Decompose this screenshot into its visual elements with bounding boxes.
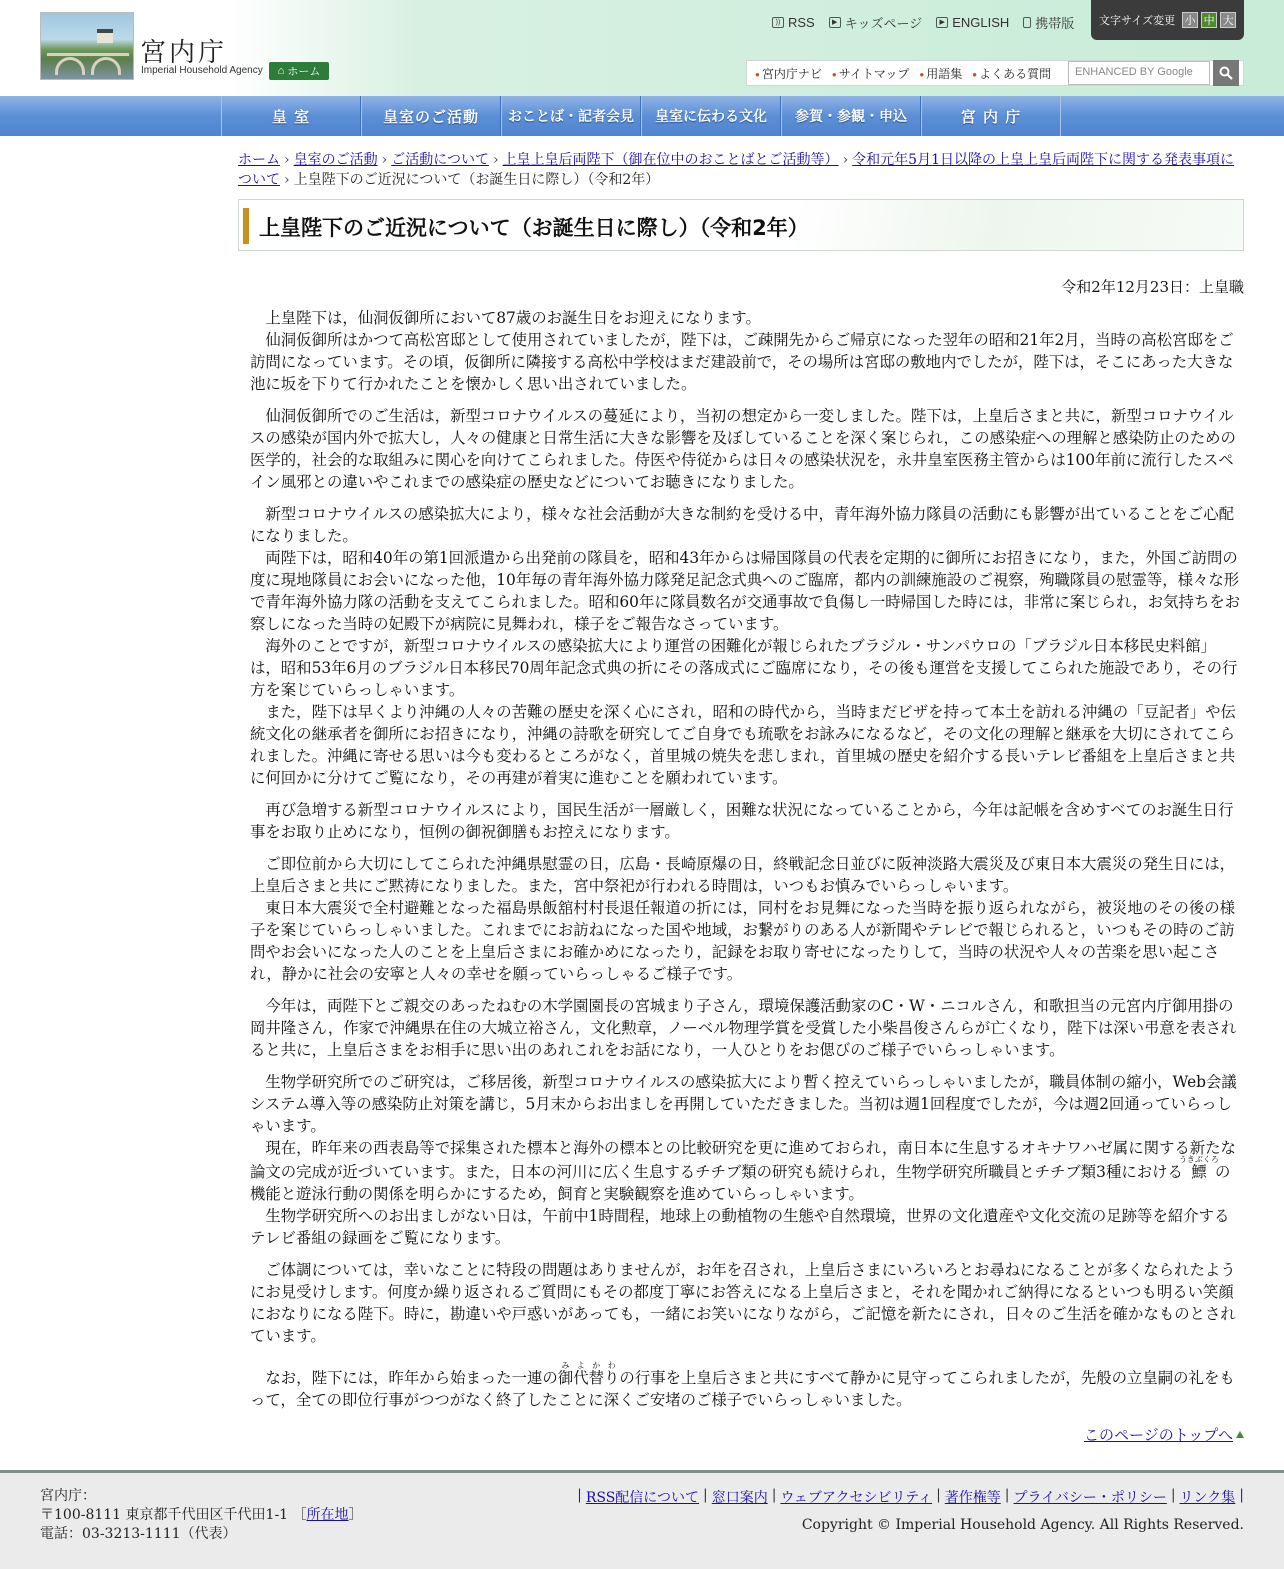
glossary-link[interactable]: ● 用語集: [919, 65, 962, 82]
paragraph: 生物学研究所でのご研究は，ご移居後，新型コロナウイルスの感染拡大により暫く控えていらっしゃいましたが，職員体制の縮小，Web会議システム導入等の感染防止対策を講じ，5月末からお出ましを再開していただきました。当初は週1回程度でしたが，今は週2回通っていらっしゃいます。: [250, 1073, 1237, 1135]
site-footer: [0, 1470, 1284, 1569]
breadcrumb: [238, 150, 1244, 190]
paragraph: なお，陛下には，昨年から始まった一連の御代替りみよかわの行事を上皇后さまと共にすべて静かに見守ってこられましたが，先般の立皇嗣の礼をもって，全ての即位行事がつつがなく終了したことに深くご安堵のご様子でいらっしゃいました。: [250, 1361, 1235, 1409]
page-top-label[interactable]: このページのトップへ: [1084, 1426, 1233, 1444]
paragraph: 今年は，両陛下とご親交のあったねむの木学園園長の宮城まり子さん，環境保護活動家のC・W・ニコルさん，和歌担当の元宮内庁御用掛の岡井隆さん，作家で沖縄県在住の大城立裕さん，文化勲章，ノーベル物理学賞を受賞した小柴昌俊さんらが亡くなり，陛下は深い弔意を表されると共に，上皇后さまをお相手に思い出のあれこれをお話になり，一人ひとりをお偲びのご様子でいらっしゃいます。: [250, 997, 1237, 1059]
chevron-right-icon: ›: [492, 152, 499, 168]
sitemap-link[interactable]: ● サイトマップ: [832, 65, 910, 82]
article-body: [250, 307, 1244, 1411]
play-icon: ▶: [936, 17, 948, 28]
breadcrumb-activities[interactable]: 皇室のご活動: [293, 152, 378, 168]
footer-org: 宮内庁：: [40, 1488, 96, 1504]
nav-culture[interactable]: 皇室に伝わる文化: [641, 96, 781, 136]
nav-activities[interactable]: 皇室のご活動: [361, 96, 501, 136]
paragraph: 仙洞仮御所はかつて高松宮邸として使用されていましたが，陛下は，ご疎開先からご帰京になった翌年の昭和21年2月，当時の高松宮邸をご訪問になっています。その頃，仮御所に隣接する高松中学校はまだ建設前で，その場所は宮邸の敷地内でしたが，陛下は，そこにあった大きな池に坂を下りて行かれたことを懐かしく思い出されていました。: [250, 331, 1234, 393]
breadcrumb-current: 上皇陛下のご近況について（お誕生日に際し）（令和2年）: [293, 172, 660, 188]
ruby-miyogawari: 御代替りみよかわ: [557, 1361, 620, 1387]
site-header: [0, 0, 1284, 96]
font-size-large-button[interactable]: 大: [1220, 12, 1236, 28]
font-size-switcher: [1091, 0, 1244, 40]
paragraph: ご即位前から大切にしてこられた沖縄県慰霊の日，広島・長崎原爆の日，終戦記念日並びに阪神淡路大震災及び東日本大震災の発生日には，上皇后さまと共にご黙祷になりました。また，宮中祭祀が行われる時間は，いつもお慎みでいらっしゃいます。: [250, 855, 1236, 895]
ruby-ukibukuro: 鰾うきぶくろ: [1178, 1155, 1219, 1181]
logo-image[interactable]: [40, 12, 134, 80]
search-button[interactable]: [1213, 60, 1239, 86]
paragraph: 両陛下は，昭和40年の第1回派遣から出発前の隊員を，昭和43年からは帰国隊員の代表を定期的に御所にお招きになり，また，外国ご訪問の度に現地隊員にお会いになった他，10年毎の青年海外協力隊発足記念式典へのご臨席，都内の訓練施設のご視察，殉職隊員の慰霊等，様々な形で青年海外協力隊の活動を支えてこられました。昭和60年に隊員数名が交通事故で負傷し一時帰国した時には，非常に案じられ，お気持ちをお察しになった当時の妃殿下が病院に見舞われ，様子をご報告なさっています。: [250, 549, 1241, 633]
paragraph: また，陛下は早くより沖縄の人々の苦難の歴史を深く心にされ，昭和の時代から，当時まだビザを持って本土を訪れる沖縄の「豆記者」や伝統文化の継承者を御所にお招きになり，沖縄の詩歌を研究してご自身でも琉歌をお詠みになるなど，その文化の理解と継承を大切にされてこられました。沖縄に寄せる思いは今も変わるところがなく，首里城の焼失を悲しまれ，首里城の歴史を紹介する長いテレビ番組を上皇后さまと共に何回かに分けてご覧になり，その再建が着実に進むことを願われています。: [250, 703, 1236, 787]
paragraph: 新型コロナウイルスの感染拡大により，様々な社会活動が大きな制約を受ける中，青年海外協力隊員の活動にも影響が出ていることをご心配になりました。: [250, 505, 1235, 545]
home-button[interactable]: ⌂ ホーム: [269, 62, 329, 80]
nav-addresses[interactable]: おことば・記者会見: [501, 96, 641, 136]
rss-link[interactable]: )) RSS: [772, 13, 815, 32]
mobile-icon: [1023, 17, 1031, 28]
page-title: 上皇陛下のご近況について（お誕生日に際し）（令和2年）: [259, 216, 809, 240]
footer-address: 〒100-8111 東京都千代田区千代田1-1: [40, 1507, 289, 1523]
faq-link[interactable]: ● よくある質問: [972, 65, 1051, 82]
paragraph: 東日本大震災で全村避難となった福島県飯舘村村長退任報道の折には，同村をお見舞になった当時を振り返られながら，被災地のその後の様子を案じていらっしゃいました。これまでにお訪ねになった国や地域，お繋がりのある人が新聞やテレビで報じられると，いつもその時のご訪問やお会いになった人のことを上皇后さまにお確かめになったり，記録をお取り寄せになったりして，当時の状況や人々の苦楽を思い起こされ，静かに社会の安寧と人々の幸せを願っていらっしゃるご様子です。: [250, 899, 1236, 983]
footer-links: | RSS配信について | 窓口案内 | ウェブアクセシビリティ | 著作権等 | プライバシー・ポリシー | リンク集 |: [577, 1487, 1244, 1506]
top-links: [772, 13, 1074, 32]
main-nav: [0, 96, 1284, 136]
footer-contact: 宮内庁： 〒100-8111 東京都千代田区千代田1-1 ［所在地］ 電話：03-3213-1111（代表）: [40, 1488, 363, 1542]
chevron-right-icon: ›: [842, 152, 849, 168]
date-line: 令和2年12月23日：上皇職: [1061, 278, 1244, 296]
footer-link-rss[interactable]: RSS配信について: [585, 1490, 700, 1506]
chevron-right-icon: ›: [381, 152, 388, 168]
paragraph: 再び急増する新型コロナウイルスにより，国民生活が一層厳しく，困難な状況になっていることから，今年は記帳を含めすべてのお誕生日行事をお取り止めになり，恒例の御祝御膳もお控えになります。: [250, 801, 1234, 841]
footer-link-links[interactable]: リンク集: [1179, 1490, 1236, 1506]
play-icon: ▶: [829, 17, 841, 28]
mobile-link[interactable]: 携帯版: [1023, 13, 1074, 32]
footer-link-privacy[interactable]: プライバシー・ポリシー: [1013, 1490, 1167, 1506]
search-input[interactable]: ENHANCED BY Google: [1068, 61, 1210, 85]
font-size-small-button[interactable]: 小: [1182, 12, 1198, 28]
paragraph: 現在，昨年来の西表島等で採集された標本と海外の標本との比較研究を更に進めておられ，南日本に生息するオキナワハゼ属に関する新たな論文の完成が近づいています。また，日本の河川に広く生息するチチブ類の研究も続けられ，生物学研究所職員とチチブ類3種における鰾うきぶくろの機能と遊泳行動の関係を明らかにするため，飼育と実験観察を進めていらっしゃいます。: [250, 1139, 1236, 1203]
page-top-link[interactable]: [1084, 1424, 1244, 1445]
nav-agency[interactable]: 宮 内 庁: [921, 96, 1061, 136]
home-icon: ⌂: [277, 65, 285, 77]
chevron-right-icon: ›: [284, 172, 290, 188]
navi-link[interactable]: ● 宮内庁ナビ: [755, 65, 822, 82]
nav-visits[interactable]: 参賀・参観・申込: [781, 96, 921, 136]
agency-name[interactable]: 宮内庁: [140, 38, 228, 68]
footer-phone: 電話：03-3213-1111（代表）: [40, 1526, 237, 1542]
nav-imperial-family[interactable]: 皇 室: [221, 96, 361, 136]
breadcrumb-home[interactable]: ホーム: [238, 152, 280, 168]
footer-link-accessibility[interactable]: ウェブアクセシビリティ: [780, 1490, 933, 1506]
paragraph: 上皇陛下は，仙洞仮御所において87歳のお誕生日をお迎えになります。: [265, 309, 761, 327]
english-link[interactable]: ▶ ENGLISH: [936, 13, 1009, 32]
chevron-right-icon: ›: [284, 152, 290, 168]
footer-link-copyright[interactable]: 著作権等: [944, 1490, 1001, 1506]
breadcrumb-about-activities[interactable]: ご活動について: [391, 152, 489, 168]
kids-page-link[interactable]: ▶ キッズページ: [829, 13, 922, 32]
font-size-label: 文字サイズ変更: [1099, 15, 1176, 27]
breadcrumb-announcements[interactable]: 令和元年5月1日以降の上皇上皇后両陛下に関する発表事項について: [238, 152, 1234, 188]
footer-link-contact[interactable]: 窓口案内: [711, 1490, 768, 1506]
copyright: Copyright © Imperial Household Agency. All Rights Reserved.: [801, 1517, 1244, 1533]
font-size-medium-button[interactable]: 中: [1201, 12, 1217, 28]
paragraph: 海外のことですが，新型コロナウイルスの感染拡大により運営の困難化が報じられたブラジル・サンパウロの「ブラジル日本移民史料館」は，昭和53年6月のブラジル日本移民70周年記念式典の折にその落成式にご臨席になり，その後も運営を支援してこられた施設であり，その行方を案じていらっしゃいます。: [250, 637, 1238, 699]
paragraph: 仙洞仮御所でのご生活は，新型コロナウイルスの蔓延により，当初の想定から一変しました。陛下は，上皇后さまと共に，新型コロナウイルスの感染が国内外で拡大し，人々の健康と日常生活に大きな影響を及ぼしていることを深く案じられ，この感染症への理解と感染防止のための医学的，社会的な取組みに関心を向けてこられました。侍医や侍従からは日々の感染状況を，永井皇室医務主管からは100年前に流行したスペイン風邪との違いやこれまでの感染症の歴史などについてお聴きになりました。: [250, 407, 1236, 491]
page-title-box: [238, 199, 1244, 251]
paragraph: 生物学研究所へのお出ましがない日は，午前中1時間程，地球上の動植物の生態や自然環境，世界の文化遺産や文化交流の足跡等を紹介するテレビ番組の録画をご覧になります。: [250, 1207, 1230, 1247]
paragraph: ご体調については，幸いなことに特段の問題はありませんが，お年を召され，上皇后さまにいろいろとお尋ねになることが多くなられたようにお見受けします。何度か繰り返されるご質問にもその都度丁寧にお答えになる上皇后さまと，それを聞かれご納得になるといつも明るい笑顔におなりになる陛下。時に，勘違いや戸惑いがあっても，一緒にお笑いになりながら，ご記憶を新たにされ，日々のご生活を確かなものとされています。: [250, 1261, 1236, 1345]
agency-name-en: Imperial Household Agency: [141, 65, 263, 76]
search-icon: [1219, 66, 1233, 80]
rss-icon: )): [772, 17, 784, 28]
arrow-up-icon: [1236, 1431, 1244, 1438]
breadcrumb-emperor-emeritus[interactable]: 上皇上皇后両陛下（御在位中のおことばとご活動等）: [502, 152, 839, 168]
location-link[interactable]: 所在地: [306, 1507, 349, 1523]
